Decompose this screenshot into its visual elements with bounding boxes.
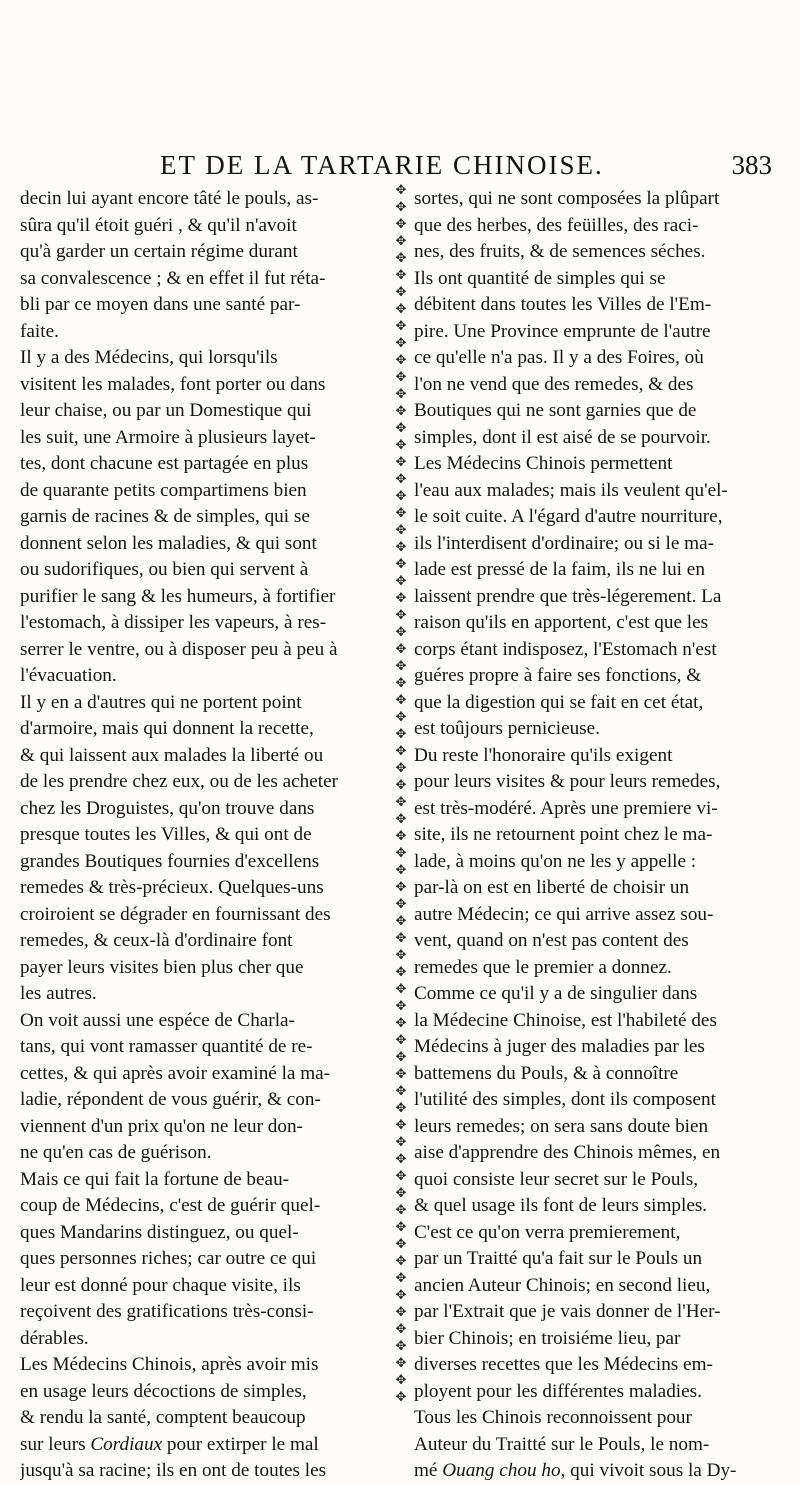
divider-ornament: ✥: [395, 982, 407, 997]
divider-ornament: ✥: [395, 251, 407, 266]
text-line: ce qu'elle n'a pas. Il y a des Foires, où: [414, 347, 704, 368]
text-line: bli par ce moyen dans une santé par-: [20, 294, 301, 315]
divider-ornament: ✥: [395, 1356, 407, 1371]
divider-ornament: ✥: [395, 693, 407, 708]
divider-ornament: ✥: [395, 557, 407, 572]
divider-ornament: ✥: [395, 1339, 407, 1354]
text-line: Il y en a d'autres qui ne portent point: [20, 691, 302, 713]
divider-ornament: ✥: [395, 948, 407, 963]
text-line: sur leurs Cordiaux pour extirper le mal: [20, 1433, 319, 1455]
divider-ornament: ✥: [395, 778, 407, 793]
divider-ornament: ✥: [395, 659, 407, 674]
text-line: mé Ouang chou ho, qui vivoit sous la Dy-: [414, 1460, 737, 1481]
italic-term: Ouang chou ho: [442, 1460, 561, 1481]
text-line: ne qu'en cas de guérison.: [20, 1142, 212, 1163]
divider-ornament: ✥: [395, 574, 407, 589]
divider-ornament: ✥: [395, 268, 407, 283]
text-line: par-là on est en liberté de choisir un: [414, 877, 690, 898]
divider-ornament: ✥: [395, 1084, 407, 1099]
left-column: [20, 186, 394, 1485]
divider-ornament: ✥: [395, 506, 407, 521]
text-line: croiroient se dégrader en fournissant des: [20, 903, 331, 925]
divider-ornament: ✥: [395, 744, 407, 759]
text-line: payer leurs visites bien plus cher que: [20, 956, 304, 978]
text-line: & quel usage ils font de leurs simples.: [414, 1195, 708, 1216]
divider-ornament: ✥: [395, 1016, 407, 1031]
divider-ornament: ✥: [395, 795, 407, 810]
divider-ornament: ✥: [395, 1033, 407, 1048]
text-line: la Médecine Chinoise, est l'habileté des: [414, 1009, 717, 1031]
text-line: Du reste l'honoraire qu'ils exigent: [414, 744, 673, 766]
text-line: decin lui ayant encore tâté le pouls, as-: [20, 188, 319, 209]
text-line: ques Mandarins distinguez, ou quel-: [20, 1221, 299, 1243]
text-line: faite.: [20, 320, 59, 342]
divider-ornament: ✥: [395, 472, 407, 487]
divider-ornament: ✥: [395, 1220, 407, 1235]
divider-ornament: ✥: [395, 1118, 407, 1133]
text-line: leur chaise, ou par un Domestique qui: [20, 400, 312, 421]
divider-ornament: ✥: [395, 608, 407, 623]
text-line: garnis de racines & de simples, qui se: [20, 506, 310, 527]
right-column: [414, 186, 788, 1485]
divider-ornament: ✥: [395, 880, 407, 895]
divider-ornament: ✥: [395, 931, 407, 946]
text-line: corps étant indisposez, l'Estomach n'est: [414, 638, 717, 660]
divider-ornament: ✥: [395, 370, 407, 385]
text-line: nes, des fruits, & de semences séches.: [414, 241, 706, 262]
text-line: guéres propre à faire ses fonctions, &: [414, 665, 702, 686]
text-line: ladie, répondent de vous guérir, & con-: [20, 1089, 321, 1110]
text-line: Comme ce qu'il y a de singulier dans: [414, 983, 698, 1004]
divider-ornament: ✥: [395, 1271, 407, 1286]
divider-ornament: ✥: [395, 999, 407, 1014]
text-line: de quarante petits compartimens bien: [20, 479, 307, 501]
text-line: que des herbes, des feüilles, des raci-: [414, 214, 699, 236]
text-line: par un Traitté qu'a fait sur le Pouls un: [414, 1248, 703, 1269]
italic-term: Cordiaux: [90, 1433, 163, 1455]
text-line: chez les Droguistes, qu'on trouve dans: [20, 797, 315, 819]
divider-ornament: ✥: [395, 1169, 407, 1184]
page-header: [20, 150, 780, 184]
divider-ornament: ✥: [395, 1186, 407, 1201]
text-line: qu'à garder un certain régime durant: [20, 241, 298, 262]
divider-ornament: ✥: [395, 1101, 407, 1116]
text-line: sûra qu'il étoit guéri , & qu'il n'avoit: [20, 214, 297, 236]
divider-ornament: ✥: [395, 727, 407, 742]
text-line: est très-modéré. Après une premiere vi-: [414, 797, 718, 819]
text-line: débitent dans toutes les Villes de l'Em-: [414, 294, 712, 315]
text-line: & rendu la santé, comptent beaucoup: [20, 1407, 306, 1428]
text-line: les autres.: [20, 983, 97, 1004]
text-line: pour leurs visites & pour leurs remedes,: [414, 771, 721, 792]
divider-ornament: ✥: [395, 591, 407, 606]
text-line: aise d'apprendre des Chinois mêmes, en: [414, 1142, 721, 1163]
text-line: Tous les Chinois reconnoissent pour: [414, 1407, 692, 1428]
divider-ornament: ✥: [395, 829, 407, 844]
text-line: est toûjours pernicieuse.: [414, 718, 600, 739]
divider-ornament: ✥: [395, 285, 407, 300]
text-line: C'est ce qu'on verra premierement,: [414, 1221, 681, 1243]
text-line: battemens du Pouls, & à connoître: [414, 1062, 679, 1084]
divider-ornament: ✥: [395, 234, 407, 249]
divider-ornament: ✥: [395, 710, 407, 725]
divider-ornament: ✥: [395, 183, 407, 198]
text-line: viennent d'un prix qu'on ne leur don-: [20, 1115, 303, 1137]
text-line: en usage leurs décoctions de simples,: [20, 1380, 307, 1402]
divider-ornament: ✥: [395, 812, 407, 827]
divider-ornament: ✥: [395, 863, 407, 878]
divider-ornament: ✥: [395, 1203, 407, 1218]
text-line: serrer le ventre, ou à disposer peu à peu à: [20, 638, 338, 660]
divider-ornament: ✥: [395, 455, 407, 470]
divider-ornament: ✥: [395, 1237, 407, 1252]
divider-ornament: ✥: [395, 1288, 407, 1303]
text-line: le soit cuite. A l'égard d'autre nourriture,: [414, 506, 723, 527]
text-line: & qui laissent aux malades la liberté ou: [20, 744, 324, 766]
divider-ornament: ✥: [395, 217, 407, 232]
text-line: ils l'interdisent d'ordinaire; ou si le ma-: [414, 532, 714, 554]
divider-ornament: ✥: [395, 200, 407, 215]
text-line: l'on ne vend que des remedes, & des: [414, 373, 694, 395]
text-line: ployent pour les différentes maladies.: [414, 1380, 702, 1402]
text-line: sortes, qui ne sont composées la plûpart: [414, 188, 720, 209]
divider-ornament: ✥: [395, 1390, 407, 1402]
text-line: remedes & très-précieux. Quelques-uns: [20, 877, 324, 898]
text-line: Il y a des Médecins, qui lorsqu'ils: [20, 347, 278, 368]
text-line: quoi consiste leur secret sur le Pouls,: [414, 1168, 699, 1190]
text-line: d'armoire, mais qui donnent la recette,: [20, 718, 314, 739]
divider-ornament: ✥: [395, 897, 407, 912]
text-line: tes, dont chacune est partagée en plus: [20, 453, 309, 474]
divider-ornament: ✥: [395, 404, 407, 419]
text-line: laissent prendre que très-légerement. La: [414, 585, 722, 607]
text-line: reçoivent des gratifications très-consi-: [20, 1301, 314, 1322]
text-line: purifier le sang & les humeurs, à fortifier: [20, 585, 336, 607]
divider-ornament: ✥: [395, 642, 407, 657]
text-line: visitent les malades, font porter ou dans: [20, 373, 326, 395]
text-line: leur est donné pour chaque visite, ils: [20, 1274, 301, 1296]
text-line: leurs remedes; on sera sans doute bien: [414, 1115, 709, 1137]
divider-ornament: ✥: [395, 540, 407, 555]
divider-ornament: ✥: [395, 1050, 407, 1065]
divider-ornament: ✥: [395, 1254, 407, 1269]
divider-ornament: ✥: [395, 1373, 407, 1388]
divider-ornament: ✥: [395, 421, 407, 436]
text-line: par l'Extrait que je vais donner de l'Her-: [414, 1301, 721, 1322]
text-line: grandes Boutiques fournies d'excellens: [20, 850, 320, 872]
text-line: Mais ce qui fait la fortune de beau-: [20, 1168, 290, 1190]
text-line: vent, quand on n'est pas content des: [414, 930, 689, 951]
text-line: Les Médecins Chinois, après avoir mis: [20, 1354, 319, 1375]
text-line: l'utilité des simples, dont ils composent: [414, 1089, 716, 1110]
text-line: On voit aussi une espéce de Charla-: [20, 1009, 295, 1031]
text-line: les suit, une Armoire à plusieurs layet-: [20, 426, 316, 448]
divider-ornament: ✥: [395, 353, 407, 368]
text-line: Ils ont quantité de simples qui se: [414, 267, 666, 289]
text-line: lade, à moins qu'on ne les y appelle :: [414, 850, 697, 872]
divider-ornament: ✥: [395, 523, 407, 538]
page-number: 383: [731, 150, 772, 180]
text-line: l'évacuation.: [20, 665, 117, 686]
text-line: presque toutes les Villes, & qui ont de: [20, 824, 312, 845]
divider-ornament: ✥: [395, 914, 407, 929]
text-line: tans, qui vont ramasser quantité de re-: [20, 1036, 313, 1057]
text-line: donnent selon les maladies, & qui sont: [20, 532, 317, 554]
text-line: autre Médecin; ce qui arrive assez sou-: [414, 903, 714, 925]
text-line: de les prendre chez eux, ou de les acheter: [20, 771, 339, 792]
divider-ornament: ✥: [395, 319, 407, 334]
text-line: sa convalescence ; & en effet il fut réta-: [20, 267, 326, 289]
text-line: Boutiques qui ne sont garnies que de: [414, 400, 697, 421]
divider-ornament: ✥: [395, 1067, 407, 1082]
text-line: l'estomach, à dissiper les vapeurs, à res-: [20, 612, 327, 633]
divider-ornament: ✥: [395, 625, 407, 640]
divider-ornament: ✥: [395, 336, 407, 351]
text-line: coup de Médecins, c'est de guérir quel-: [20, 1195, 321, 1216]
text-line: dérables.: [20, 1327, 89, 1349]
text-line: l'eau aux malades; mais ils veulent qu'el-: [414, 479, 728, 501]
divider-ornament: ✥: [395, 302, 407, 317]
text-line: bier Chinois; en troisiéme lieu, par: [414, 1327, 681, 1349]
text-line: remedes que le premier a donnez.: [414, 956, 672, 978]
text-line: remedes, & ceux-là d'ordinaire font: [20, 930, 293, 951]
divider-ornament: ✥: [395, 761, 407, 776]
divider-ornament: ✥: [395, 965, 407, 980]
divider-ornament: ✥: [395, 387, 407, 402]
divider-ornament: ✥: [395, 489, 407, 504]
text-line: ques personnes riches; car outre ce qui: [20, 1248, 317, 1269]
text-line: lade est pressé de la faim, ils ne lui en: [414, 559, 705, 580]
divider-ornament: ✥: [395, 1322, 407, 1337]
divider-ornament: ✥: [395, 1152, 407, 1167]
text-line: pire. Une Province emprunte de l'autre: [414, 320, 711, 342]
text-line: Médecins à juger des maladies par les: [414, 1036, 705, 1057]
divider-ornament: ✥: [395, 676, 407, 691]
text-line: Les Médecins Chinois permettent: [414, 453, 673, 474]
text-line: site, ils ne retournent point chez le ma-: [414, 824, 713, 845]
divider-ornament: ✥: [395, 438, 407, 453]
text-line: cettes, & qui après avoir examiné la ma-: [20, 1062, 331, 1084]
divider-ornament: ✥: [395, 1135, 407, 1150]
text-line: jusqu'à sa racine; ils en ont de toutes les: [20, 1460, 327, 1481]
text-line: diverses recettes que les Médecins em-: [414, 1354, 713, 1375]
divider-ornament: ✥: [395, 846, 407, 861]
text-line: ancien Auteur Chinois; en second lieu,: [414, 1274, 711, 1296]
text-line: ou sudorifiques, ou bien qui servent à: [20, 559, 309, 580]
text-line: simples, dont il est aisé de se pourvoir.: [414, 426, 711, 448]
ornamental-column-divider: [392, 182, 410, 1402]
running-title: ET DE LA TARTARIE CHINOISE.: [160, 150, 604, 180]
text-line: que la digestion qui se fait en cet état,: [414, 691, 704, 713]
text-line: raison qu'ils en apportent, c'est que les: [414, 612, 709, 633]
text-line: Auteur du Traitté sur le Pouls, le nom-: [414, 1433, 710, 1455]
divider-ornament: ✥: [395, 1305, 407, 1320]
